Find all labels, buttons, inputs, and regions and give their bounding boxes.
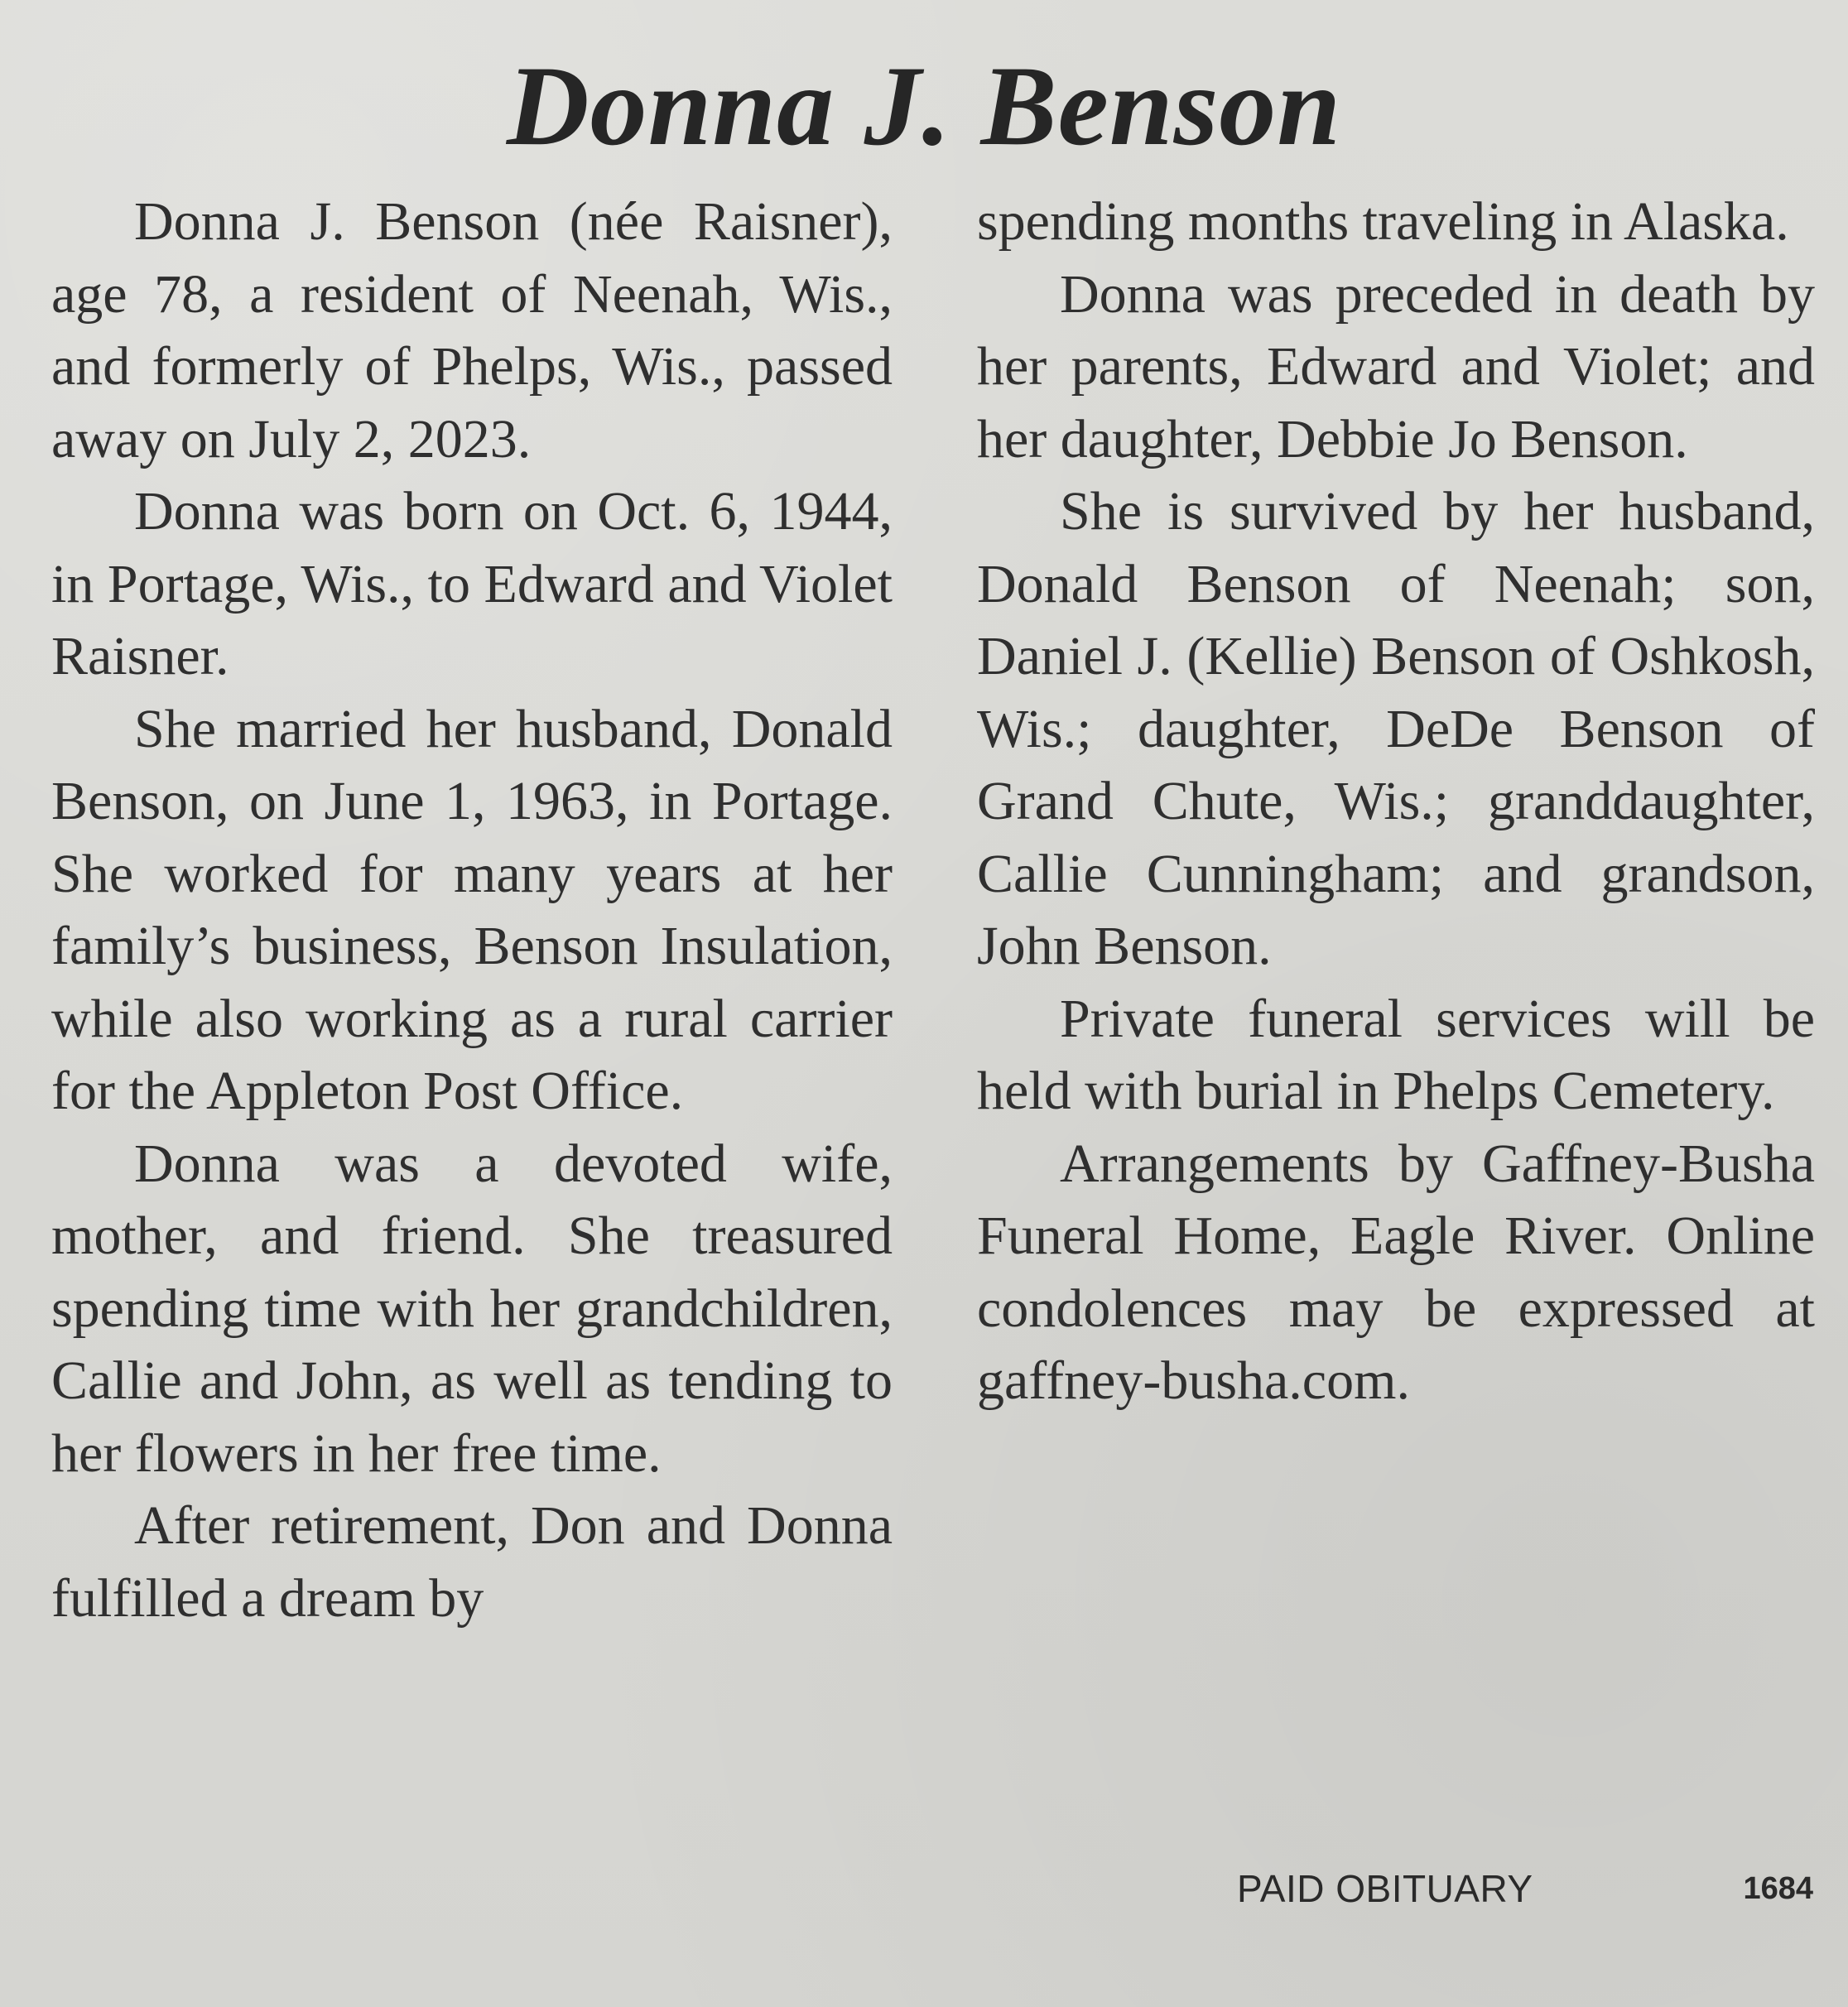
paragraph-survived-by: She is survived by her husband, Donald Benson of Neenah; son, Daniel J. (Kellie) Benson of Oshkosh, Wis.; daughter, DeDe Benson of Grand Chute, Wis.; granddaughter, Callie Cunningham; and grandson, John Benson.: [977, 481, 1815, 976]
footer: [977, 1861, 1813, 1921]
right-column: [977, 185, 1815, 1417]
paragraph-family-life: Donna was a devoted wife, mother, and friend. She treasured spending time with her grandchildren, Callie and John, as well as tending to her flowers in her free time.: [51, 1133, 893, 1484]
paragraph-services: Private funeral services will be held with burial in Phelps Cemetery.: [977, 988, 1815, 1121]
paragraph-arrangements: Arrangements by Gaffney-Busha Funeral Home, Eagle River. Online condolences may be expressed at gaffney-busha.com.: [977, 1133, 1815, 1411]
paragraph-retirement: After retirement, Don and Donna fulfilled a dream by: [51, 1495, 893, 1629]
paragraph-retirement-continued: spending months traveling in Alaska.: [977, 191, 1789, 252]
paid-obituary-label: PAID OBITUARY: [1237, 1867, 1533, 1910]
paragraph-marriage-career: She married her husband, Donald Benson, on June 1, 1963, in Portage. She worked for many years at her family’s business, Benson Insulation, while also working as a rural carrier for the Appleton Post Office.: [51, 698, 893, 1121]
paragraph-preceded-in-death: Donna was preceded in death by her parents, Edward and Violet; and her daughter, Debbie Jo Benson.: [977, 263, 1815, 469]
paragraph-birth: Donna was born on Oct. 6, 1944, in Portage, Wis., to Edward and Violet Raisner.: [51, 481, 893, 686]
obituary-title: Donna J. Benson: [506, 42, 1342, 169]
paragraph-death-notice: Donna J. Benson (née Raisner), age 78, a resident of Neenah, Wis., and formerly of Phelps, Wis., passed away on July 2, 2023.: [51, 191, 893, 469]
left-column: [51, 185, 893, 1634]
ad-number: 1684: [1743, 1871, 1813, 1906]
